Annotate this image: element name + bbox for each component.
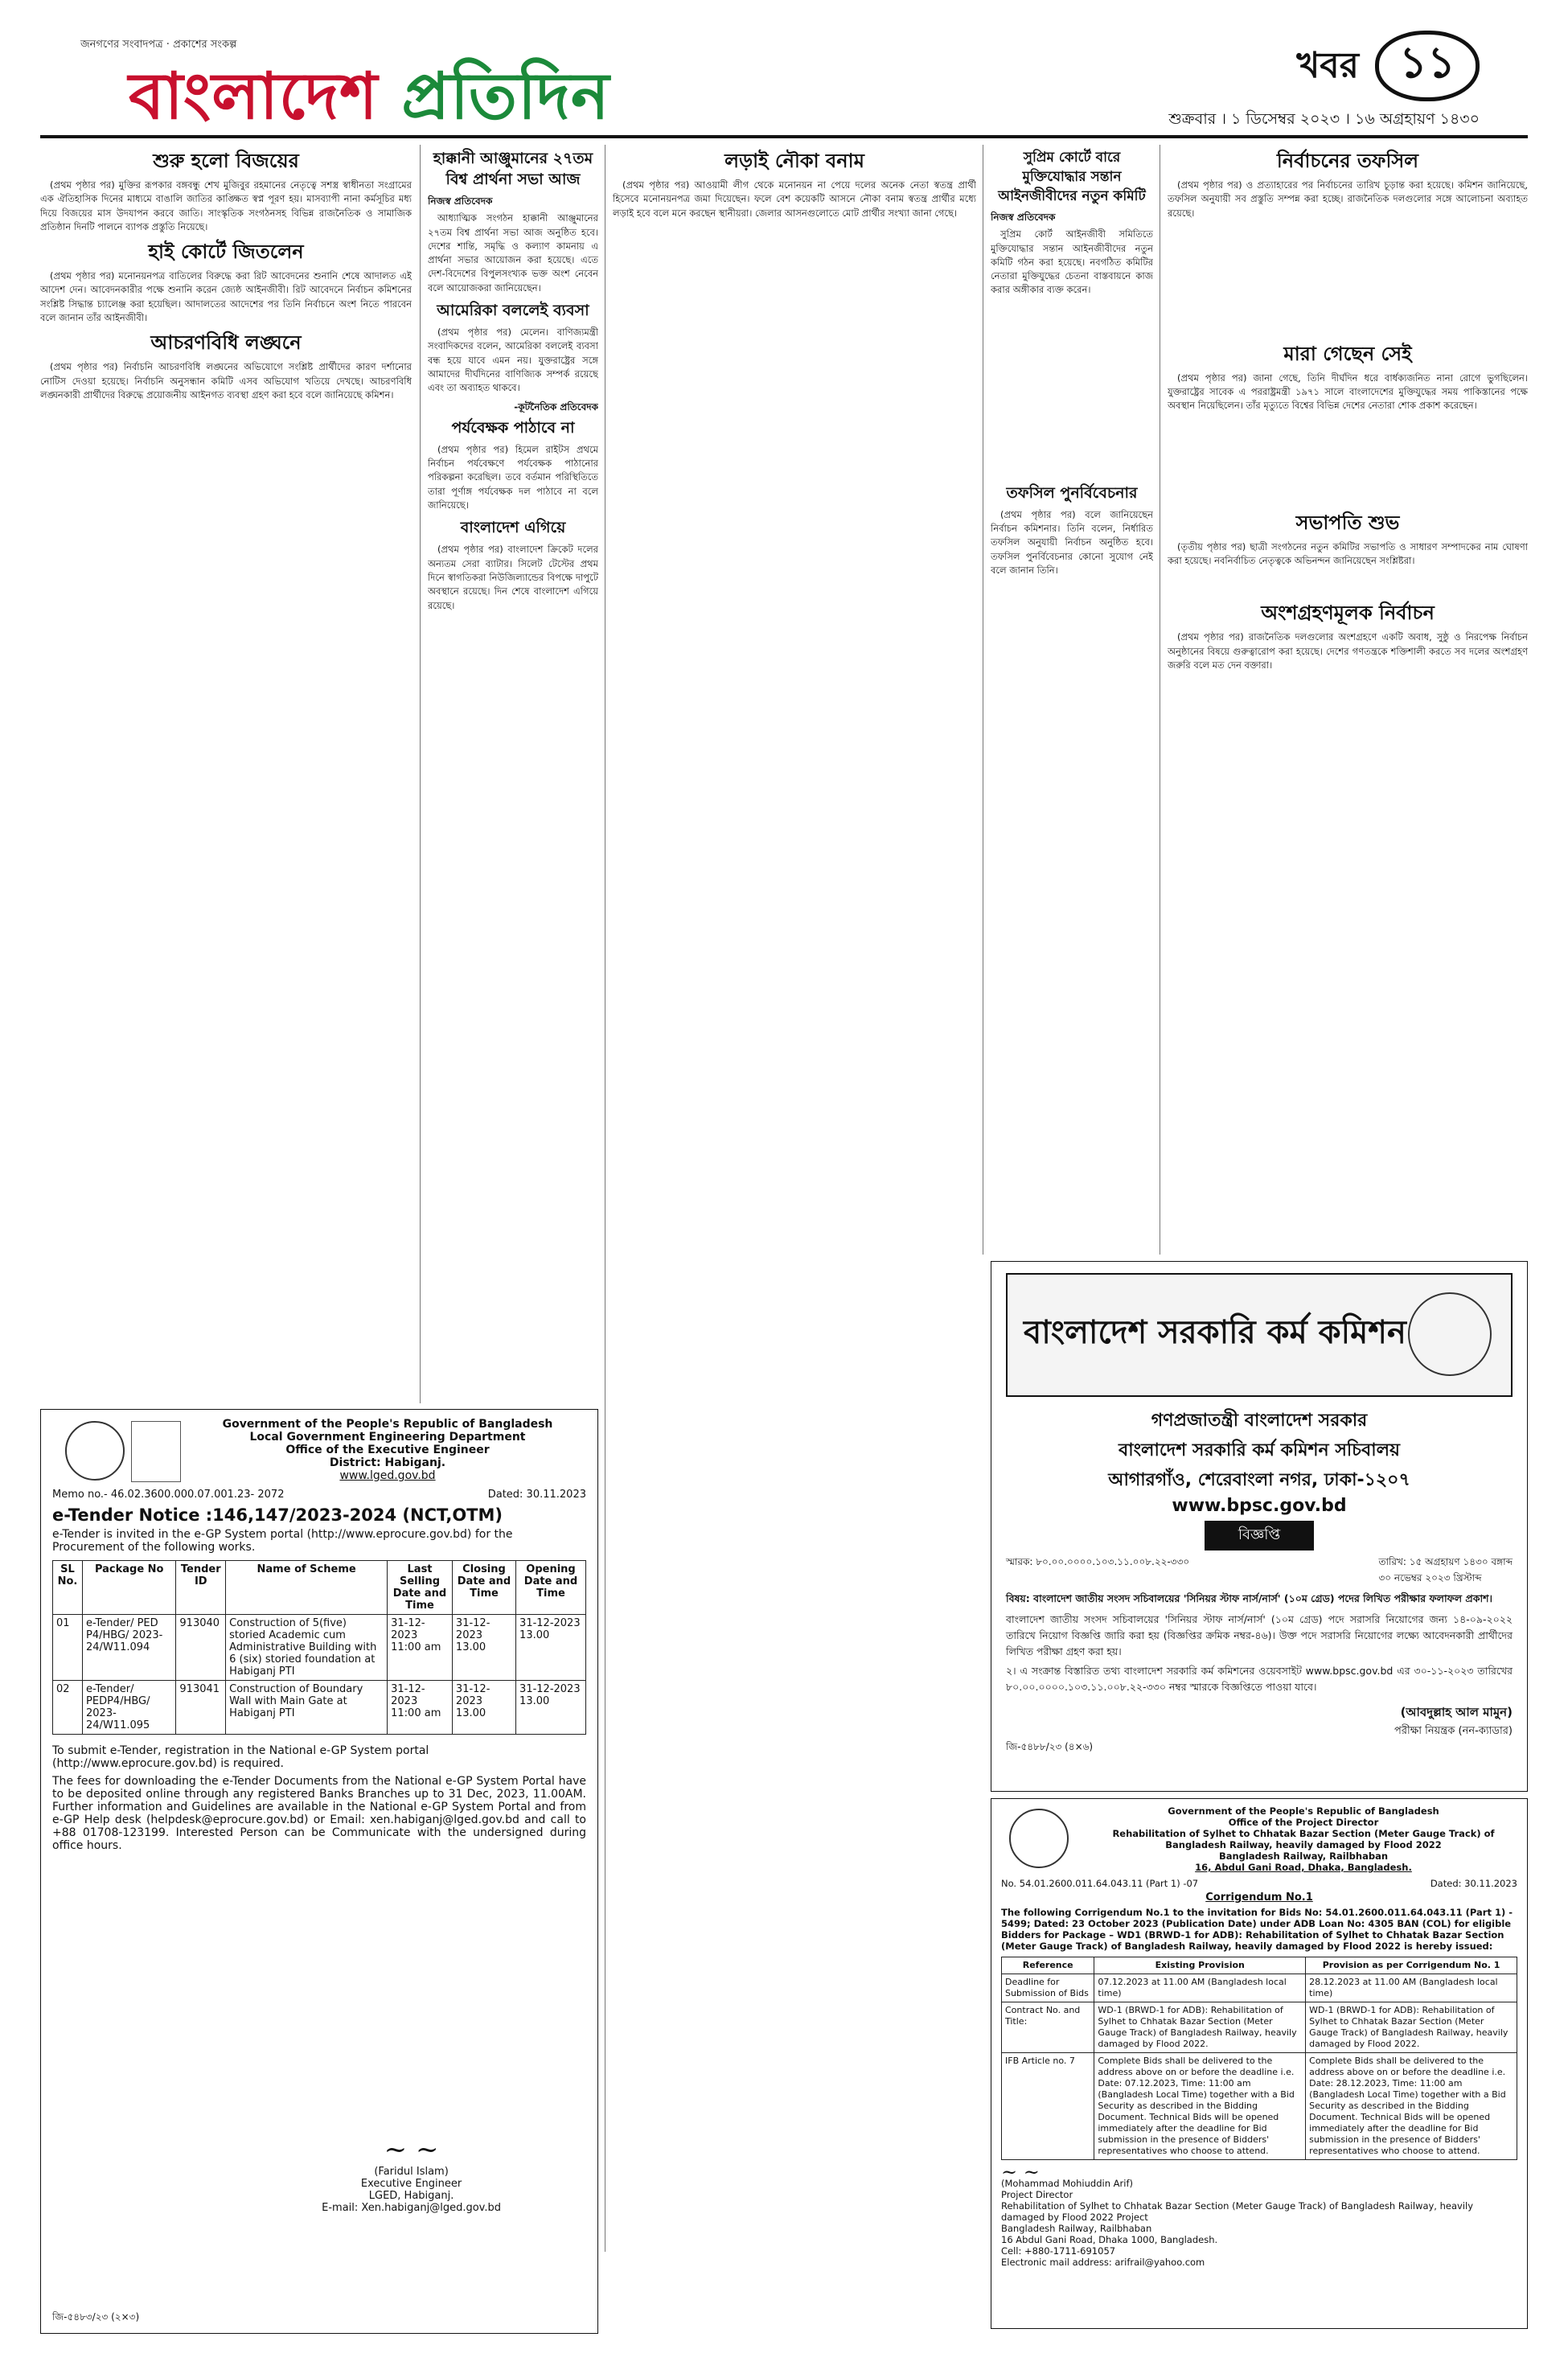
article-body: (প্রথম পৃষ্ঠার পর) মুক্তির রূপকার বঙ্গবন্ধু শেখ মুজিবুর রহমানের নেতৃত্বে সশস্ত্র স্বাধীনতা সংগ্রামের এক ঐতিহাসিক দিনের মাধ্যমে বাঙালি জাতির কাঙ্ক্ষিত স্বপ্ন পূরণ হয়। মাসব্যাপী নানা কর্মসূচির মধ্য দিয়ে বিজয়ের মাস উদযাপন করবে জাতি। সাংস্কৃতিক সংগঠনসহ বিভিন্ন রাজনৈতিক ও সামাজিক প্রতিষ্ঠান দিনটি পালনে ব্যাপক প্রস্তুতি নিয়েছে। [40,179,412,232]
section-name: খবর [1296,45,1359,86]
railway-advertisement [991,1798,1528,2329]
column-3 [613,145,976,2236]
table-cell: WD-1 (BRWD-1 for ADB): Rehabilitation of Sylhet to Chhatak Bazar Section (Meter Gauge Track) of Bangladesh Railway, heavily damaged by Flood 2022. [1094,2002,1306,2053]
article-body: (প্রথম পৃষ্ঠার পর) বলে জানিয়েছেন নির্বাচন কমিশনার। তিনি বলেন, নির্ধারিত তফসিল অনুযায়ী নির্বাচন অনুষ্ঠিত হবে। তফসিল পুনর্বিবেচনার কোনো সুযোগ নেই বলে জানান তিনি। [991,508,1153,576]
table-cell: 31-12-2023 11:00 am [388,1615,453,1681]
article-body: (তৃতীয় পৃষ্ঠার পর) ছাত্রী সংগঠনের নতুন কমিটির সভাপতি ও সাধারণ সম্পাদকের নাম ঘোষণা করা হয়েছে। নবনির্বাচিত নেতৃত্বকে অভিনন্দন জানিয়েছেন সংশ্লিষ্টরা। [1168,540,1528,567]
rail-memo: No. 54.01.2600.011.64.043.11 (Part 1) -07 [1001,1878,1199,1889]
headline-tafsil-punar: তফসিল পুনর্বিবেচনার [1006,483,1138,502]
rail-line4: Bangladesh Railway, Railbhaban [1218,1850,1389,1862]
bpsc-advertisement [991,1261,1528,1792]
rail-line1: Government of the People's Republic of Bangladesh [1168,1805,1439,1817]
rail-memo-row [1001,1878,1517,1889]
table-header: Provision as per Corrigendum No. 1 [1306,1957,1517,1974]
table-cell: 31-12-2023 11:00 am [388,1681,453,1735]
table-row [1002,2053,1517,2160]
table-cell: Contract No. and Title: [1002,2002,1094,2053]
rail-date: Dated: 30.11.2023 [1430,1878,1517,1889]
rail-line2: Office of the Project Director [1228,1817,1379,1828]
headline-boat: লড়াই নৌকা বনাম [724,149,864,172]
table-header: SL No. [53,1561,83,1615]
rail-corrigendum-table [1001,1957,1517,2160]
lged-line2: Local Government Engineering Department [249,1431,526,1444]
headline-angshagrahan: অংশগ্রহণমূলক নির্বাচন [1261,601,1435,625]
table-header: Last Selling Date and Time [388,1561,453,1615]
bpsc-date-label: তারিখ: [1378,1556,1406,1567]
table-cell: Complete Bids shall be delivered to the address above on or before the deadline i.e. Date: 28.12.2023, Time: 11:00 am (Bangladesh Local Time) together with a Bid Security as described in the Bidding Document. Technical Bids will be opened immediately after the deadline for Bid submission in the presence of Bidders' representatives who choose to attend. [1306,2053,1517,2160]
article-body: (প্রথম পৃষ্ঠার পর) ও প্রত্যাহারের পর নির্বাচনের তারিখ চূড়ান্ত করা হয়েছে। কমিশন জানিয়েছে, তফসিল অনুযায়ী সব প্রস্তুতি সম্পন্ন করা হচ্ছে। রাজনৈতিক দলগুলোর সঙ্গে আলোচনা অব্যাহত রয়েছে। [1168,179,1528,219]
bpsc-date-block [1378,1555,1513,1587]
table-cell: 913041 [176,1681,226,1735]
dateline: শুক্রবার । ১ ডিসেম্বর ২০২৩ । ১৬ অগ্রহায়ণ ১৪৩০ [1168,110,1480,128]
bpsc-banner [1006,1273,1513,1397]
rail-email[interactable]: Electronic mail address: arifrail@yahoo.com [1001,2257,1205,2268]
table-cell: e-Tender/ PEDP4/HBG/ 2023-24/W11.095 [83,1681,176,1735]
railway-emblem-icon [1009,1809,1069,1868]
table-cell: 31-12-2023 13.00 [516,1681,586,1735]
byline: -কূটনৈতিক প্রতিবেদক [514,400,598,413]
lged-advertisement [40,1409,598,2334]
article-body: (প্রথম পৃষ্ঠার পর) রাজনৈতিক দলগুলোর অংশগ্রহণে একটি অবাধ, সুষ্ঠু ও নিরপেক্ষ নির্বাচন অনুষ্ঠানের বিষয়ে গুরুত্বারোপ করা হয়েছে। দেশের গণতন্ত্রকে শক্তিশালী করতে সব দলের অংশগ্রহণ জরুরি বলে মত দেন বক্তারা। [1168,631,1528,671]
article-body: আধ্যাত্মিক সংগঠন হাক্কানী আঞ্জুমানের ২৭তম বিশ্ব প্রার্থনা সভা আজ অনুষ্ঠিত হবে। দেশের শান্তি, সমৃদ্ধি ও কল্যাণ কামনায় এ প্রার্থনা সভার আয়োজন করা হয়েছে। এতে দেশ-বিদেশের বিপুলসংখ্যক ভক্ত অংশ নেবেন বলে আয়োজকরা জানিয়েছেন। [428,212,598,294]
table-row [1002,1974,1517,2002]
table-header: Tender ID [176,1561,226,1615]
lged-date: Dated: 30.11.2023 [487,1489,586,1501]
bpsc-line2: বাংলাদেশ সরকারি কর্ম কমিশন সচিবালয় [1118,1440,1401,1460]
rail-signer-addr2: 16 Abdul Gani Road, Dhaka 1000, Bangladesh. [1001,2234,1218,2245]
table-cell: 31-12-2023 13.00 [452,1615,515,1681]
mujib-portrait [131,1421,181,1482]
article-body: (প্রথম পৃষ্ঠার পর) জানা গেছে, তিনি দীর্ঘদিন ধরে বার্ধক্যজনিত নানা রোগে ভুগছিলেন। যুক্তরাষ্ট্রের সাবেক এ পররাষ্ট্রমন্ত্রী ১৯৭১ সালে বাংলাদেশের মুক্তিযুদ্ধের সময় পাকিস্তানের পক্ষে অবস্থান নিয়েছিলেন। তাঁর মৃত্যুতে বিশ্বের বিভিন্ন দেশের নেতারা শোক প্রকাশ করেছেন। [1168,372,1528,412]
table-cell: Deadline for Submission of Bids [1002,1974,1094,2002]
headline-acharan: আচরণবিধি লঙ্ঘনে [150,331,302,355]
article-body: সুপ্রিম কোর্ট আইনজীবী সমিতিতে মুক্তিযোদ্ধার সন্তান আইনজীবীদের নতুন কমিটি গঠন করা হয়েছে। নবগঠিত কমিটির নেতারা মুক্তিযুদ্ধের চেতনা বাস্তবায়নে কাজ করার অঙ্গীকার ব্যক্ত করেন। [991,228,1153,296]
table-header: Closing Date and Time [452,1561,515,1615]
headline-bijoy: শুরু হলো বিজয়ের [153,149,299,172]
rail-signer-addr1: Bangladesh Railway, Railbhaban [1001,2223,1152,2234]
bpsc-notice-label: বিজ্ঞপ্তি [1205,1521,1314,1550]
lged-emblem-icon [65,1421,125,1481]
lged-signer-name: (Faridul Islam) [374,2166,449,2178]
table-cell: e-Tender/ PED P4/HBG/ 2023-24/W11.094 [83,1615,176,1681]
table-header-row [53,1561,586,1615]
bpsc-website[interactable]: www.bpsc.gov.bd [1172,1496,1347,1516]
table-row [53,1681,586,1735]
bpsc-body2: ২। এ সংক্রান্ত বিস্তারিত তথ্য বাংলাদেশ সরকারি কর্ম কমিশনের ওয়েবসাইট www.bpsc.gov.bd এর ৩০-১১-২০২৩ তারিখের ৮০.০০.০০০০.১০৩.১১.০০৮.২২-৩৩০ নম্বর স্মারকে বিজ্ঞপ্তিতে পাওয়া যাবে। [1006,1665,1513,1693]
masthead-rule [40,135,1528,138]
rail-title: Corrigendum No.1 [1205,1891,1313,1904]
headline-supreme: সুপ্রিম কোর্টে বারে মুক্তিযোদ্ধার সন্তান আইনজীবীদের নতুন কমিটি [998,150,1146,204]
table-cell: 01 [53,1615,83,1681]
rail-signer-title: Project Director [1001,2189,1073,2200]
headline-bangladesh-egiye: বাংলাদেশ এগিয়ে [460,519,566,537]
rail-signature: ~ ~ [1001,2161,1040,2183]
bpsc-date2: ৩০ নভেম্বর ২০২৩ খ্রিস্টাব্দ [1378,1572,1482,1583]
headline-mara: মারা গেছেন সেই [1283,341,1412,365]
article-body: (প্রথম পৃষ্ঠার পর) নির্বাচনি আচরণবিধি লঙ্ঘনের অভিযোগে সংশ্লিষ্ট প্রার্থীদের কারণ দর্শানোর নোটিস দেওয়া হয়েছে। নির্বাচনি অনুসন্ধান কমিটি এসব অভিযোগ খতিয়ে দেখছে। আচরণবিধি লঙ্ঘনকারী প্রার্থীদের বিরুদ্ধে প্রয়োজনীয় আইনগত ব্যবস্থা গ্রহণ করা হবে বলে জানিয়েছে কমিশন। [40,361,412,400]
table-cell: Construction of 5(five) storied Academic cum Administrative Building with 6 (six) storied foundation at Habiganj PTI [226,1615,388,1681]
logo-part-1: বাংলাদেশ [129,58,402,133]
lged-title: e-Tender Notice :146,147/2023-2024 (NCT,OTM) [52,1505,503,1525]
rail-signer-name: (Mohammad Mohiuddin Arif) [1001,2178,1133,2189]
table-row [1002,2002,1517,2053]
lged-line1: Government of the People's Republic of Bangladesh [222,1418,553,1431]
headline-america: আমেরিকা বললেই ব্যবসা [437,302,589,320]
logo-part-2: প্রতিদিন [401,58,610,133]
mujib-logo-icon [1408,1292,1492,1376]
rail-intro: The following Corrigendum No.1 to the invitation for Bids No: 54.01.2600.011.64.043.11 (Part 1) - 5499; Dated: 23 October 2023 (Publication Date) under ADB Loan No: 4305 BAN (COL) for eligible Bidders for Package – WD1 (BRWD-1 for ADB): Rehabilitation of Sylhet to Chhatak Bazar Section (Meter Gauge Track) of Bangladesh Railway, heavily damaged by Flood 2022 is hereby issued: [1001,1907,1513,1952]
table-cell: Complete Bids shall be delivered to the address above on or before the deadline i.e. Date: 07.12.2023, Time: 11:00 am (Bangladesh Local Time) together with a Bid Security as described in the Bidding Document. Technical Bids will be opened immediately after the deadline for Bid submission in the presence of Bidders' representatives who choose to attend. [1094,2053,1306,2160]
table-cell: 28.12.2023 at 11.00 AM (Bangladesh local time) [1306,1974,1517,2002]
article-body: (প্রথম পৃষ্ঠার পর) মেলেন। বাণিজ্যমন্ত্রী সংবাদিকদের বলেন, আমেরিকা বললেই ব্যবসা বন্ধ হয়ে যাবে এমন নয়। যুক্তরাষ্ট্রের সঙ্গে আমাদের দীর্ঘদিনের বাণিজ্যিক সম্পর্ক রয়েছে এবং তা অব্যাহত থাকবে। [428,327,598,394]
lged-signature: ~ ~ [384,2134,439,2166]
table-cell: IFB Article no. 7 [1002,2053,1094,2160]
lged-line3: Office of the Executive Engineer [285,1444,490,1456]
table-cell: 913040 [176,1615,226,1681]
table-header: Opening Date and Time [516,1561,586,1615]
table-cell: Construction of Boundary Wall with Main Gate at Habiganj PTI [226,1681,388,1735]
rail-signature-block [1001,2161,1517,2268]
lged-website[interactable]: www.lged.gov.bd [339,1469,436,1482]
bpsc-memo-row [1006,1555,1513,1587]
bpsc-date1: ১৫ অগ্রহায়ণ ১৪৩০ বঙ্গাব্দ [1409,1556,1513,1567]
table-cell: 02 [53,1681,83,1735]
article-body: (প্রথম পৃষ্ঠার পর) বাংলাদেশ ক্রিকেট দলের অন্যতম সেরা ব্যাটার। সিলেট টেস্টের প্রথম দিনে স্বাগতিকরা নিউজিল্যান্ডের বিপক্ষে দাপুটে অবস্থানে রয়েছে। দিন শেষে বাংলাদেশ এগিয়ে রয়েছে। [428,544,598,611]
article-body: (প্রথম পৃষ্ঠার পর) মনোনয়নপত্র বাতিলের বিরুদ্ধে করা রিট আবেদনের শুনানি শেষে আদালত এই আদেশ দেন। আবেদনকারীর পক্ষে শুনানি করেন জ্যেষ্ঠ আইনজীবী। রিট আবেদনে নির্বাচন কমিশনের সংশ্লিষ্ট সিদ্ধান্ত চ্যালেঞ্জ করা হয়েছিল। আদালতের আদেশের পর তিনি নির্বাচনে অংশ নিতে পারবেন বলে জানান তাঁর আইনজীবী। [40,270,412,324]
lged-signature-block [322,2134,501,2214]
table-header-row [1002,1957,1517,1974]
lged-signer-org: LGED, Habiganj. [368,2190,454,2202]
rail-tel: Cell: +880-1711-691057 [1001,2245,1116,2257]
rail-line5: 16, Abdul Gani Road, Dhaka, Bangladesh. [1195,1862,1412,1873]
rail-signer-org: Rehabilitation of Sylhet to Chhatak Bazar Section (Meter Gauge Track) of Bangladesh Railway, heavily damaged by Flood 2022 Project [1001,2200,1474,2223]
headline-haqqani: হাক্কানী আঞ্জুমানের ২৭তম বিশ্ব প্রার্থনা সভা আজ [433,150,593,188]
byline: নিজস্ব প্রতিবেদক [991,212,1056,223]
byline: নিজস্ব প্রতিবেদক [428,195,493,207]
article-body: (প্রথম পৃষ্ঠার পর) আওয়ামী লীগ থেকে মনোনয়ন না পেয়ে দলের অনেক নেতা স্বতন্ত্র প্রার্থী হিসেবে মনোনয়নপত্র জমা দিয়েছেন। ফলে বেশ কয়েকটি আসনে নৌকা বনাম স্বতন্ত্র প্রার্থীর মধ্যে লড়াই হবে বলে মনে করছেন স্থানীয়রা। জেলার আসনগুলোতে মোট প্রার্থীর সংখ্যা জানা গেছে। [613,179,976,219]
headline-tourist: পর্যবেক্ষক পাঠাবে না [451,418,575,437]
lged-memo-row [52,1489,586,1501]
table-header: Reference [1002,1957,1094,1974]
page-number: ১১ [1375,31,1480,101]
lged-line4: District: Habiganj. [329,1456,446,1469]
rail-line3: Rehabilitation of Sylhet to Chhatak Bazar Section (Meter Gauge Track) of Bangladesh Railway, heavily damaged by Flood 2022 [1112,1828,1495,1850]
bpsc-subject: বিষয়: বাংলাদেশ জাতীয় সংসদ সচিবালয়ের 'সিনিয়র স্টাফ নার্স/নার্স' (১০ম গ্রেড) পদের লিখিত পরীক্ষার ফলাফল প্রকাশ। [1006,1592,1492,1604]
bpsc-logo-text: বাংলাদেশ সরকারি কর্ম কমিশন [1024,1313,1406,1351]
table-cell: 07.12.2023 at 11.00 AM (Bangladesh local time) [1094,1974,1306,2002]
table-cell: WD-1 (BRWD-1 for ADB): Rehabilitation of Sylhet to Chhatak Bazar Section (Meter Gauge Track) of Bangladesh Railway, heavily damaged by Flood 2022. [1306,2002,1517,2053]
bpsc-line3: আগারগাঁও, শেরেবাংলা নগর, ঢাকা-১২০৭ [1108,1470,1410,1490]
masthead [40,31,1528,135]
lged-email[interactable]: E-mail: Xen.habiganj@lged.gov.bd [322,2202,501,2214]
bpsc-ref: জি-৫৪৮৮/২৩ (৪×৬) [1006,1741,1094,1752]
column-5 [1168,145,1528,1247]
table-cell: 31-12-2023 13.00 [516,1615,586,1681]
table-header: Existing Provision [1094,1957,1306,1974]
headline-highcourt: হাই কোর্টে জিতলেন [148,240,304,264]
table-header: Name of Scheme [226,1561,388,1615]
column-4 [991,145,1153,1247]
headline-tafsil: নির্বাচনের তফসিল [1276,149,1419,172]
lged-signer-title: Executive Engineer [360,2178,462,2190]
bpsc-memo: স্মারক: ৮০.০০.০০০০.১০৩.১১.০০৮.২২-৩৩০ [1006,1556,1190,1567]
table-row [53,1615,586,1681]
lged-memo: Memo no.- 46.02.3600.000.07.001.23- 2072 [52,1489,285,1501]
lged-intro: e-Tender is invited in the e-GP System portal (http://www.eprocure.gov.bd) for the Procurement of the following works. [52,1528,513,1554]
lged-para1: To submit e-Tender, registration in the National e-GP System portal (http://www.eprocure.gov.bd) is required. [52,1744,429,1770]
lged-para2: The fees for downloading the e-Tender Documents from the National e-GP System Portal have to be deposited online through any registered Banks Branches up to 31 Dec, 2023, 11.00AM. Further information and Guidelines are available in the National e-GP System Portal and from e-GP Help desk (helpdesk@eprocure.gov.bd) or Email: xen.habiganj@lged.gov.bd and call to +88 01708-123199. Interested Person can be Communicate with the undersigned during office hours. [52,1775,586,1852]
article-body: (প্রথম পৃষ্ঠার পর) হিমেল রাইটস প্রথমে নির্বাচন পর্যবেক্ষণে পর্যবেক্ষক পাঠানোর পরিকল্পনা করেছিল। তবে বর্তমান পরিস্থিতিতে তারা পূর্ণাঙ্গ পর্যবেক্ষক দল পাঠাবে না বলে জানিয়েছে। [428,443,598,511]
column-divider [420,145,421,1403]
bpsc-body1: বাংলাদেশ জাতীয় সংসদ সচিবালয়ের 'সিনিয়র স্টাফ নার্স/নার্স' (১০ম গ্রেড) পদে সরাসরি নিয়োগের জন্য ১৪-০৯-২০২২ তারিখে নিয়োগ বিজ্ঞপ্তি জারি করা হয় (বিজ্ঞপ্তির ক্রমিক নম্বর-৪৬)। উক্ত পদে সরাসরি নিয়োগের লক্ষ্যে আবেদনকারী প্রার্থীদের লিখিত পরীক্ষা গ্রহণ করা হয়। [1006,1613,1513,1657]
masthead-tagline: জনগণের সংবাদপত্র · প্রকাশের সংকল্প [80,39,237,51]
lged-ref: জি-৫৪৮৩/২৩ (২×৩) [52,2311,140,2323]
column-1 [40,145,412,1399]
table-header: Package No [83,1561,176,1615]
lged-tender-table [52,1560,586,1735]
bpsc-signer-title: পরীক্ষা নিয়ন্ত্রক (নন-ক্যাডার) [1394,1725,1513,1737]
bpsc-line1: গণপ্রজাতন্ত্রী বাংলাদেশ সরকার [1151,1411,1368,1431]
bpsc-signer: (আবদুল্লাহ আল মামুন) [1400,1705,1513,1719]
headline-sabhapati: সভাপতি শুভ [1295,510,1400,534]
table-cell: 31-12-2023 13.00 [452,1681,515,1735]
